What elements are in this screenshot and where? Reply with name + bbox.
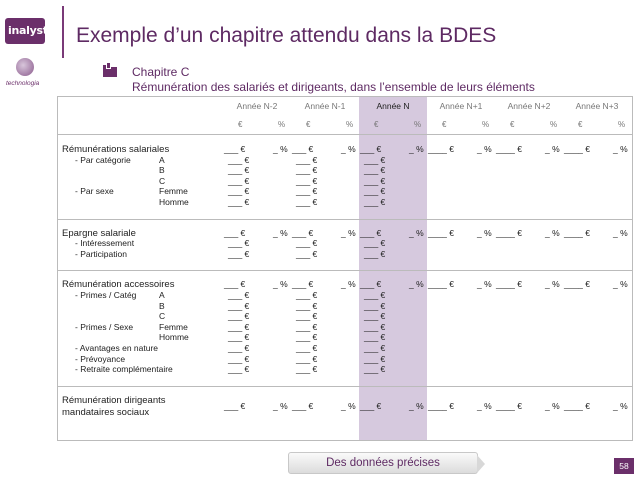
- blank-euro-value: ___ €: [364, 342, 386, 353]
- blank-euro-value: ___ €: [228, 175, 250, 186]
- blank-euro-value: ___ €: [228, 197, 250, 207]
- blank-percent-value: _ %: [409, 144, 424, 154]
- table-section: [58, 271, 632, 386]
- blank-euro-value: ___ €: [364, 332, 386, 343]
- blank-euro-value: ___ €: [228, 311, 250, 322]
- blank-percent-value: _ %: [273, 279, 288, 290]
- blank-euro-value: ____ €: [496, 144, 522, 154]
- row-label: - Prévoyance: [75, 353, 126, 364]
- blank-euro-value: ___ €: [292, 279, 314, 290]
- blank-percent-value: _ %: [477, 400, 492, 411]
- row-label: - Intéressement: [75, 238, 135, 249]
- logo-area: [0, 0, 52, 110]
- blank-euro-value: ___ €: [364, 186, 386, 197]
- blank-percent-value: _ %: [409, 227, 424, 238]
- blank-euro-value: ___ €: [224, 144, 246, 154]
- blank-euro-value: ___ €: [296, 165, 318, 176]
- blank-euro-value: ___ €: [296, 342, 318, 353]
- unit-euro: €: [578, 120, 583, 129]
- blank-euro-value: ___ €: [292, 227, 314, 238]
- blank-euro-value: ___ €: [296, 248, 318, 259]
- blank-euro-value: ___ €: [364, 289, 386, 300]
- blank-euro-value: ___ €: [228, 165, 250, 176]
- year-header: Année N+2: [507, 101, 551, 111]
- blank-euro-value: ____ €: [564, 144, 590, 154]
- year-header: Année N-1: [304, 101, 346, 111]
- blank-percent-value: _ %: [477, 279, 492, 290]
- blank-percent-value: _ %: [545, 227, 560, 238]
- section-title: Rémunération accessoires: [62, 279, 175, 291]
- chapter-subtitle: Rémunération des salariés et dirigeants, dans l’ensemble de leurs éléments: [132, 80, 535, 94]
- blank-euro-value: ___ €: [296, 311, 318, 322]
- blank-euro-value: ___ €: [228, 300, 250, 311]
- blank-euro-value: ___ €: [296, 353, 318, 364]
- technologia-logo: technologia: [6, 56, 44, 94]
- blank-euro-value: ___ €: [228, 238, 250, 249]
- unit-percent: %: [482, 120, 490, 129]
- blank-euro-value: ___ €: [364, 300, 386, 311]
- blank-euro-value: ____ €: [428, 227, 454, 238]
- unit-percent: %: [618, 120, 626, 129]
- blank-euro-value: ___ €: [296, 289, 318, 300]
- blank-euro-value: ___ €: [360, 144, 382, 154]
- row-label: - Primes / Sexe: [75, 321, 134, 332]
- blank-percent-value: _ %: [273, 227, 288, 238]
- blank-euro-value: ___ €: [364, 238, 386, 249]
- unit-euro: €: [238, 120, 243, 129]
- blank-percent-value: _ %: [409, 279, 424, 290]
- blank-euro-value: ___ €: [360, 227, 382, 238]
- inalyst-logo: inalyst: [5, 18, 45, 44]
- blank-euro-value: ___ €: [296, 364, 318, 375]
- blank-percent-value: _ %: [613, 144, 628, 154]
- blank-euro-value: ___ €: [224, 227, 246, 238]
- blank-euro-value: ____ €: [564, 400, 590, 411]
- blank-percent-value: _ %: [545, 400, 560, 411]
- blank-euro-value: ____ €: [428, 400, 454, 411]
- row-label: - Avantages en nature: [75, 342, 159, 353]
- blank-euro-value: ____ €: [428, 279, 454, 290]
- blank-percent-value: _ %: [341, 400, 356, 411]
- page-title: Exemple d’un chapitre attendu dans la BDES: [76, 24, 497, 47]
- blank-percent-value: _ %: [409, 400, 424, 411]
- unit-percent: %: [346, 120, 354, 129]
- blank-euro-value: ___ €: [228, 154, 250, 165]
- blank-euro-value: ___ €: [296, 154, 318, 165]
- row-category: C: [159, 311, 166, 322]
- blank-euro-value: ___ €: [224, 279, 246, 290]
- table-header-units: [58, 117, 632, 135]
- bdes-table: [57, 96, 633, 441]
- blank-euro-value: ____ €: [564, 279, 590, 290]
- page-number: 58: [614, 458, 634, 474]
- row-category: B: [159, 300, 165, 311]
- row-label: - Primes / Catég: [75, 289, 137, 300]
- blank-euro-value: ____ €: [428, 144, 454, 154]
- blank-euro-value: ___ €: [296, 175, 318, 186]
- blank-euro-value: ___ €: [296, 321, 318, 332]
- blank-euro-value: ___ €: [292, 144, 314, 154]
- row-label: - Participation: [75, 248, 127, 259]
- row-category: C: [159, 175, 166, 186]
- blank-euro-value: ___ €: [296, 332, 318, 343]
- blank-percent-value: _ %: [341, 227, 356, 238]
- row-category: Homme: [159, 332, 189, 343]
- blank-percent-value: _ %: [273, 400, 288, 411]
- blank-euro-value: ___ €: [364, 165, 386, 176]
- unit-euro: €: [442, 120, 447, 129]
- year-header: Année N+1: [439, 101, 483, 111]
- book-icon: [101, 62, 119, 80]
- blank-euro-value: ___ €: [364, 353, 386, 364]
- blank-euro-value: ___ €: [296, 238, 318, 249]
- blank-euro-value: ___ €: [228, 186, 250, 197]
- row-category: A: [159, 289, 165, 300]
- row-category: Homme: [159, 197, 189, 207]
- blank-percent-value: _ %: [613, 227, 628, 238]
- blank-euro-value: ___ €: [364, 175, 386, 186]
- blank-euro-value: ___ €: [228, 364, 250, 375]
- blank-euro-value: ___ €: [364, 311, 386, 322]
- table-section: [58, 136, 632, 220]
- blank-euro-value: ___ €: [228, 332, 250, 343]
- year-header: Année N: [376, 101, 410, 111]
- blank-euro-value: ___ €: [296, 197, 318, 207]
- blank-percent-value: _ %: [613, 400, 628, 411]
- unit-euro: €: [306, 120, 311, 129]
- blank-percent-value: _ %: [341, 144, 356, 154]
- blank-percent-value: _ %: [341, 279, 356, 290]
- blank-percent-value: _ %: [545, 279, 560, 290]
- unit-percent: %: [414, 120, 422, 129]
- year-header: Année N-2: [236, 101, 278, 111]
- blank-euro-value: ____ €: [496, 400, 522, 411]
- table-section: [58, 387, 632, 441]
- section-title: Rémunérations salariales: [62, 144, 170, 155]
- blank-euro-value: ___ €: [224, 400, 246, 411]
- blank-euro-value: ___ €: [228, 289, 250, 300]
- blank-euro-value: ___ €: [364, 248, 386, 259]
- blank-percent-value: _ %: [613, 279, 628, 290]
- chapter-label: Chapitre C: [132, 65, 190, 79]
- unit-euro: €: [510, 120, 515, 129]
- blank-euro-value: ___ €: [228, 248, 250, 259]
- year-header: Année N+3: [575, 101, 619, 111]
- des-donnees-precises-button[interactable]: Des données précises: [288, 452, 478, 474]
- blank-percent-value: _ %: [545, 144, 560, 154]
- blank-euro-value: ___ €: [364, 364, 386, 375]
- row-category: Femme: [159, 321, 188, 332]
- blank-euro-value: ___ €: [228, 321, 250, 332]
- section-title: Epargne salariale: [62, 227, 136, 239]
- row-category: B: [159, 165, 165, 176]
- blank-percent-value: _ %: [477, 144, 492, 154]
- blank-euro-value: ____ €: [496, 227, 522, 238]
- blank-euro-value: ___ €: [364, 197, 386, 207]
- unit-percent: %: [550, 120, 558, 129]
- row-category: A: [159, 154, 165, 165]
- blank-euro-value: ___ €: [296, 186, 318, 197]
- blank-euro-value: ___ €: [360, 279, 382, 290]
- blank-euro-value: ____ €: [564, 227, 590, 238]
- title-divider: [62, 6, 64, 58]
- blank-euro-value: ___ €: [360, 400, 382, 411]
- unit-percent: %: [278, 120, 286, 129]
- unit-euro: €: [374, 120, 379, 129]
- row-label: - Par sexe: [75, 186, 114, 197]
- technologia-emblem-icon: [16, 58, 34, 76]
- blank-euro-value: ___ €: [228, 353, 250, 364]
- row-category: Femme: [159, 186, 188, 197]
- row-label: - Retraite complémentaire: [75, 364, 173, 375]
- blank-euro-value: ___ €: [228, 342, 250, 353]
- blank-euro-value: ___ €: [364, 321, 386, 332]
- row-label: - Par catégorie: [75, 154, 131, 165]
- blank-euro-value: ___ €: [296, 300, 318, 311]
- blank-euro-value: ___ €: [364, 154, 386, 165]
- blank-euro-value: ___ €: [292, 400, 314, 411]
- blank-euro-value: ____ €: [496, 279, 522, 290]
- section-title: Rémunération dirigeants: [62, 394, 166, 406]
- table-section: [58, 220, 632, 272]
- blank-percent-value: _ %: [273, 144, 288, 154]
- table-header-years: [58, 97, 632, 117]
- section-title: mandataires sociaux: [62, 406, 150, 418]
- blank-percent-value: _ %: [477, 227, 492, 238]
